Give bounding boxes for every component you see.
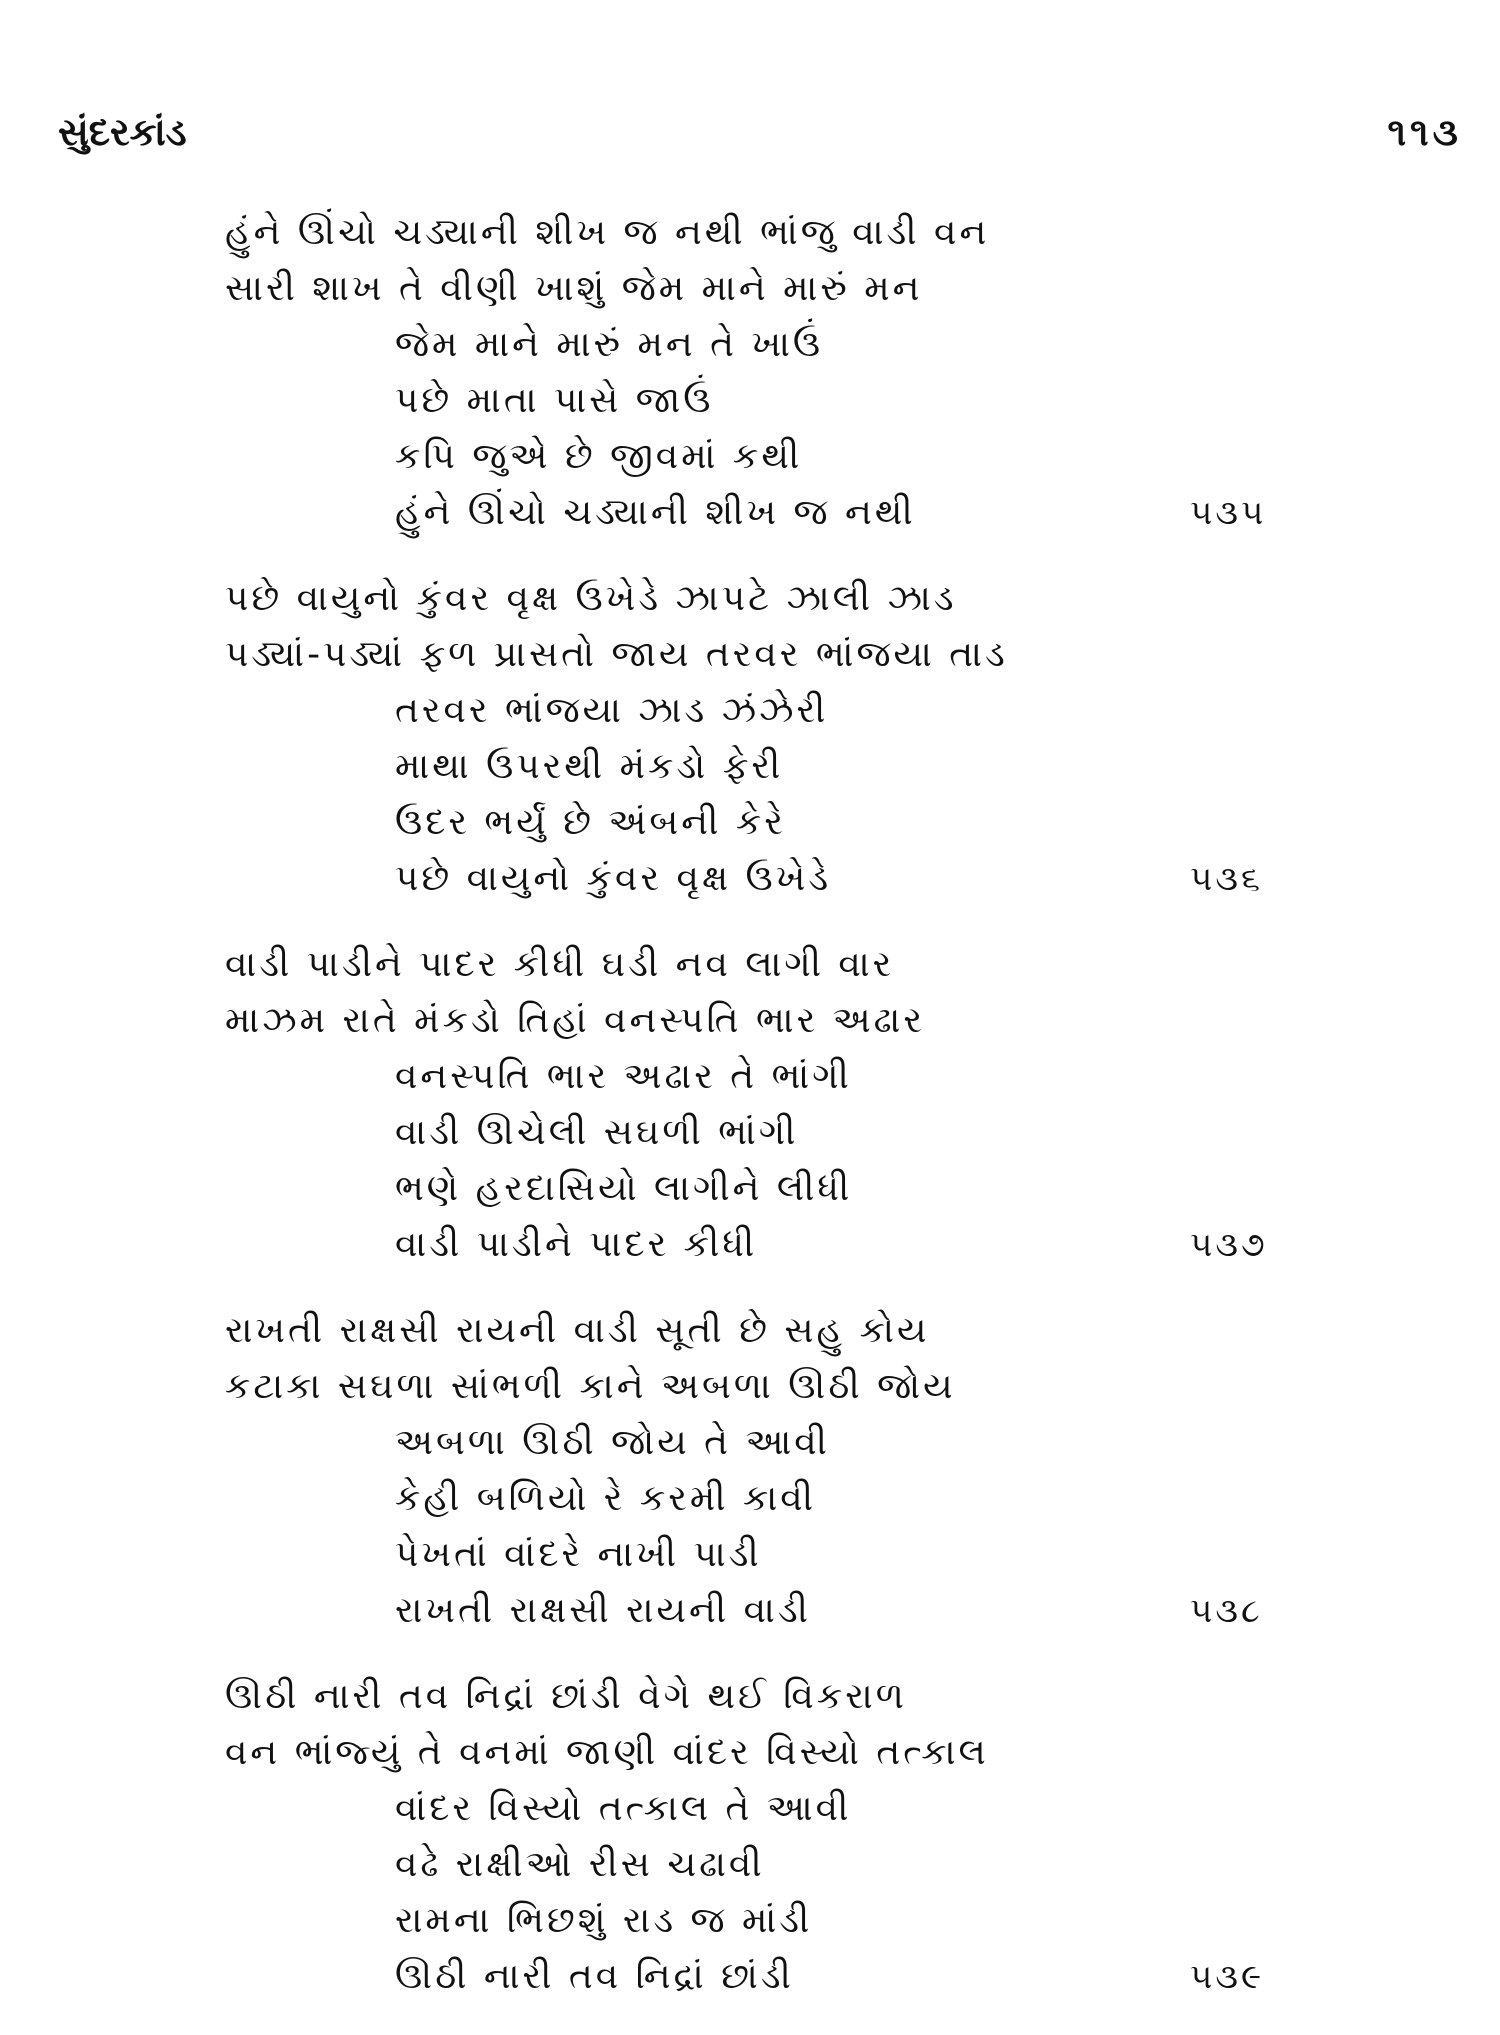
verse-line-indented: હુંને ઊંચો ચડ્યાની શીખ જ નથી (395, 492, 916, 533)
verse-line: પછે વાયુનો કુંવર વૃક્ષ ઉખેડે ઝાપટે ઝાલી ઝાડ (225, 578, 957, 619)
stanza-538 (0, 1303, 1500, 1639)
stanza-537 (0, 937, 1500, 1273)
verse-line-indented: પછે માતા પાસે જાઉં (395, 380, 714, 421)
verse-line-indented: વાંદર વિસ્યો તત્કાલ તે આવી (395, 1788, 852, 1829)
verse-line-indented: રામના ભિછશું રાડ જ માંડી (395, 1900, 813, 1941)
verse-line: માઝમ રાતે મંકડો તિહાં વનસ્પતિ ભાર અઢાર (225, 1000, 925, 1041)
stanza-536 (0, 571, 1500, 907)
page-number: ૧૧૩ (1387, 110, 1462, 154)
verse-line-indented: કપિ જુએ છે જીવમાં કથી (395, 436, 803, 477)
verse-line-indented: જેમ માને મારું મન તે ખાઉં (395, 324, 824, 365)
verse-line-indented: ઊઠી નારી તવ નિદ્રાં છાંડી (395, 1956, 794, 1997)
stanza-535 (0, 205, 1500, 541)
verse-line-indented: અબળા ઊઠી જોય તે આવી (395, 1422, 830, 1463)
verse-body (0, 205, 1500, 2035)
verse-line: કટાકા સઘળા સાંભળી કાને અબળા ઊઠી જોય (225, 1366, 956, 1407)
verse-line-indented: રાખતી રાક્ષસી રાયની વાડી (395, 1590, 811, 1631)
verse-number: ૫૩૮ (1190, 1591, 1263, 1631)
verse-line-indented: વાડી ઊચેલી સઘળી ભાંગી (395, 1112, 799, 1153)
verse-number: ૫૩૬ (1190, 859, 1264, 899)
verse-line: પડ્યાં-પડ્યાં ફળ પ્રાસતો જાય તરવર ભાંજયા તાડ (225, 634, 1008, 675)
verse-line-indented: પેખતાં વાંદરે નાખી પાડી (395, 1534, 762, 1575)
verse-line: ઊઠી નારી તવ નિદ્રાં છાંડી વેગે થઈ વિકરાળ (225, 1676, 907, 1717)
verse-line-indented: ઉદર ભર્યું છે અંબની કેરે (395, 802, 786, 843)
verse-line-indented: વાડી પાડીને પાદર કીધી (395, 1224, 758, 1265)
verse-line-indented: માથા ઉપરથી મંકડો ફેરી (395, 746, 784, 787)
verse-number: ૫૩૯ (1190, 1957, 1265, 1997)
verse-line-indented: તરવર ભાંજયા ઝાડ ઝંઝેરી (395, 690, 829, 731)
verse-line: વાડી પાડીને પાદર કીધી ઘડી નવ લાગી વાર (225, 944, 895, 985)
verse-line-indented: કેહી બળિયો રે કરમી કાવી (395, 1478, 817, 1519)
verse-line-indented: પછે વાયુનો કુંવર વૃક્ષ ઉખેડે (395, 858, 832, 899)
verse-line: વન ભાંજ્યું તે વનમાં જાણી વાંદર વિસ્યો તત્કાલ (225, 1732, 989, 1773)
verse-line-indented: વઢે રાક્ષીઓ રીસ ચઢાવી (395, 1844, 765, 1885)
verse-line: સારી શાખ તે વીણી ખાશું જેમ માને મારું મન (225, 268, 923, 309)
verse-number: ૫૩૫ (1190, 493, 1267, 533)
stanza-539 (0, 1669, 1500, 2005)
verse-line-indented: ભણે હરદાસિયો લાગીને લીધી (395, 1168, 853, 1209)
verse-number: ૫૩૭ (1190, 1225, 1268, 1265)
verse-line: હુંને ઊંચો ચડ્યાની શીખ જ નથી ભાંજુ વાડી વન (225, 212, 990, 253)
verse-line: રાખતી રાક્ષસી રાયની વાડી સૂતી છે સહુ કોય (225, 1310, 930, 1351)
running-head-title: સુંદરકાંડ (58, 110, 187, 154)
verse-line-indented: વનસ્પતિ ભાર અઢાર તે ભાંગી (395, 1056, 852, 1097)
